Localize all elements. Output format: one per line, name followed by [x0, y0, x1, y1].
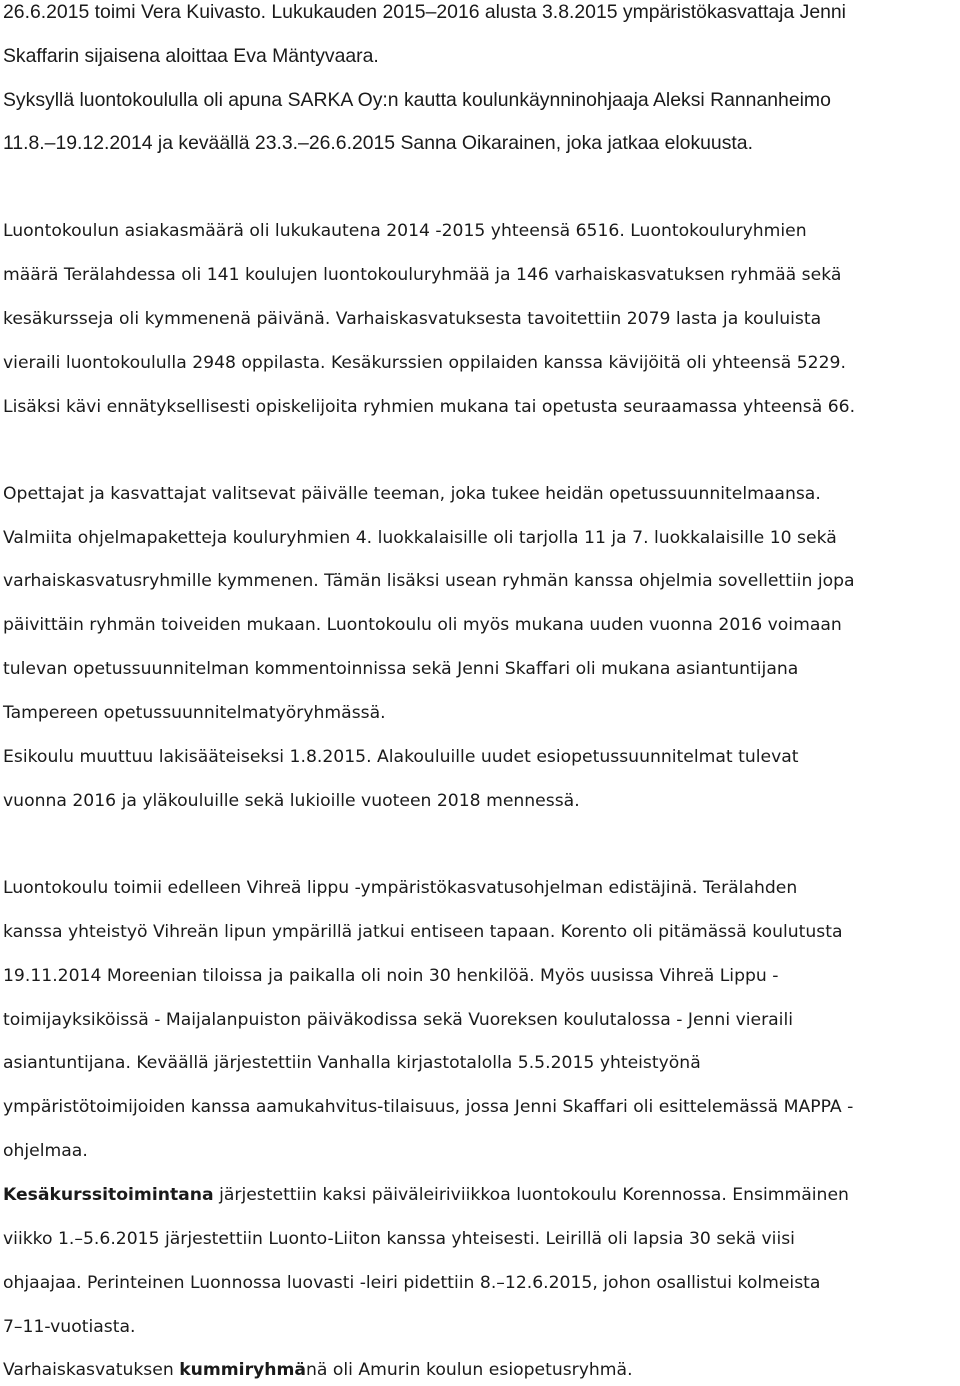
text-line: Skaffarin sijaisena aloittaa Eva Mäntyvaara. [3, 45, 379, 67]
text-line: 26.6.2015 toimi Vera Kuivasto. Lukukauden 2015–2016 alusta 3.8.2015 ympäristökasvattaja Jenni [3, 1, 846, 23]
text-line: Syksyllä luontokoululla oli apuna SARKA Oy:n kautta koulunkäynninohjaaja Aleksi Rannanheimo [3, 89, 831, 111]
text-line: ympäristötoimijoiden kanssa aamukahvitus-tilaisuus, jossa Jenni Skaffari oli esittelemässä MAPPA - [3, 1097, 854, 1117]
text-line: 7–11-vuotiasta. [3, 1317, 136, 1337]
text-span: Varhaiskasvatuksen [3, 1360, 180, 1380]
text-line: Valmiita ohjelmapaketteja kouluryhmien 4. luokkalaisille oli tarjolla 11 ja 7. luokkalaisille 10 sekä [3, 528, 837, 548]
text-span: järjestettiin kaksi päiväleiriviikkoa luontokoulu Korennossa. Ensimmäinen [213, 1185, 849, 1205]
text-line: Tampereen opetussuunnitelmatyöryhmässä. [3, 703, 386, 723]
text-line: määrä Terälahdessa oli 141 koulujen luontokouluryhmää ja 146 varhaiskasvatuksen ryhmää sekä [3, 265, 842, 285]
text-line: varhaiskasvatusryhmille kymmenen. Tämän lisäksi usean ryhmän kanssa ohjelmia sovellettiin jopa [3, 571, 855, 591]
bold-term: Kesäkurssitoimintana [3, 1185, 214, 1205]
text-line: ohjelmaa. [3, 1141, 88, 1161]
text-line: vuonna 2016 ja yläkouluille sekä lukioille vuoteen 2018 mennessä. [3, 791, 580, 811]
text-line: Luontokoulu toimii edelleen Vihreä lippu -ympäristökasvatusohjelman edistäjinä. Terälahden [3, 878, 798, 898]
text-line [3, 1358, 633, 1382]
text-line: Esikoulu muuttuu lakisääteiseksi 1.8.2015. Alakouluille uudet esiopetussuunnitelmat tulevat [3, 747, 799, 767]
text-line [3, 1183, 849, 1207]
text-line: kesäkursseja oli kymmenenä päivänä. Varhaiskasvatuksesta tavoitettiin 2079 lasta ja kouluista [3, 309, 822, 329]
text-line: 19.11.2014 Moreenian tiloissa ja paikalla oli noin 30 henkilöä. Myös uusissa Vihreä Lippu - [3, 966, 779, 986]
bold-term: kummiryhmä [179, 1360, 306, 1380]
text-line: tulevan opetussuunnitelman kommentoinnissa sekä Jenni Skaffari oli mukana asiantuntijana [3, 659, 799, 679]
text-line: Luontokoulun asiakasmäärä oli lukukautena 2014 -2015 yhteensä 6516. Luontokouluryhmien [3, 221, 807, 241]
text-line: asiantuntijana. Keväällä järjestettiin Vanhalla kirjastotalolla 5.5.2015 yhteistyönä [3, 1053, 701, 1073]
text-line: Opettajat ja kasvattajat valitsevat päivälle teeman, joka tukee heidän opetussuunnitelmaansa. [3, 484, 821, 504]
text-line: toimijayksiköissä - Maijalanpuiston päiväkodissa sekä Vuoreksen koulutalossa - Jenni vieraili [3, 1010, 794, 1030]
text-line: ohjaajaa. Perinteinen Luonnossa luovasti -leiri pidettiin 8.–12.6.2015, johon osallistui kolmeista [3, 1273, 821, 1293]
text-line: päivittäin ryhmän toiveiden mukaan. Luontokoulu oli myös mukana uuden vuonna 2016 voimaan [3, 615, 842, 635]
text-line: Lisäksi kävi ennätyksellisesti opiskelijoita ryhmien mukana tai opetusta seuraamassa yhteensä 66. [3, 397, 856, 417]
text-line: viikko 1.–5.6.2015 järjestettiin Luonto-Liiton kanssa yhteisesti. Leirillä oli lapsia 30 sekä viisi [3, 1229, 795, 1249]
text-span: nä oli Amurin koulun esiopetusryhmä. [306, 1360, 633, 1380]
text-line: kanssa yhteistyö Vihreän lipun ympärillä jatkui entiseen tapaan. Korento oli pitämässä koulutusta [3, 922, 843, 942]
text-line: 11.8.–19.12.2014 ja keväällä 23.3.–26.6.2015 Sanna Oikarainen, joka jatkaa elokuusta. [3, 132, 753, 154]
text-line: vieraili luontokoululla 2948 oppilasta. Kesäkurssien oppilaiden kanssa kävijöitä oli yhteensä 5229. [3, 353, 846, 373]
